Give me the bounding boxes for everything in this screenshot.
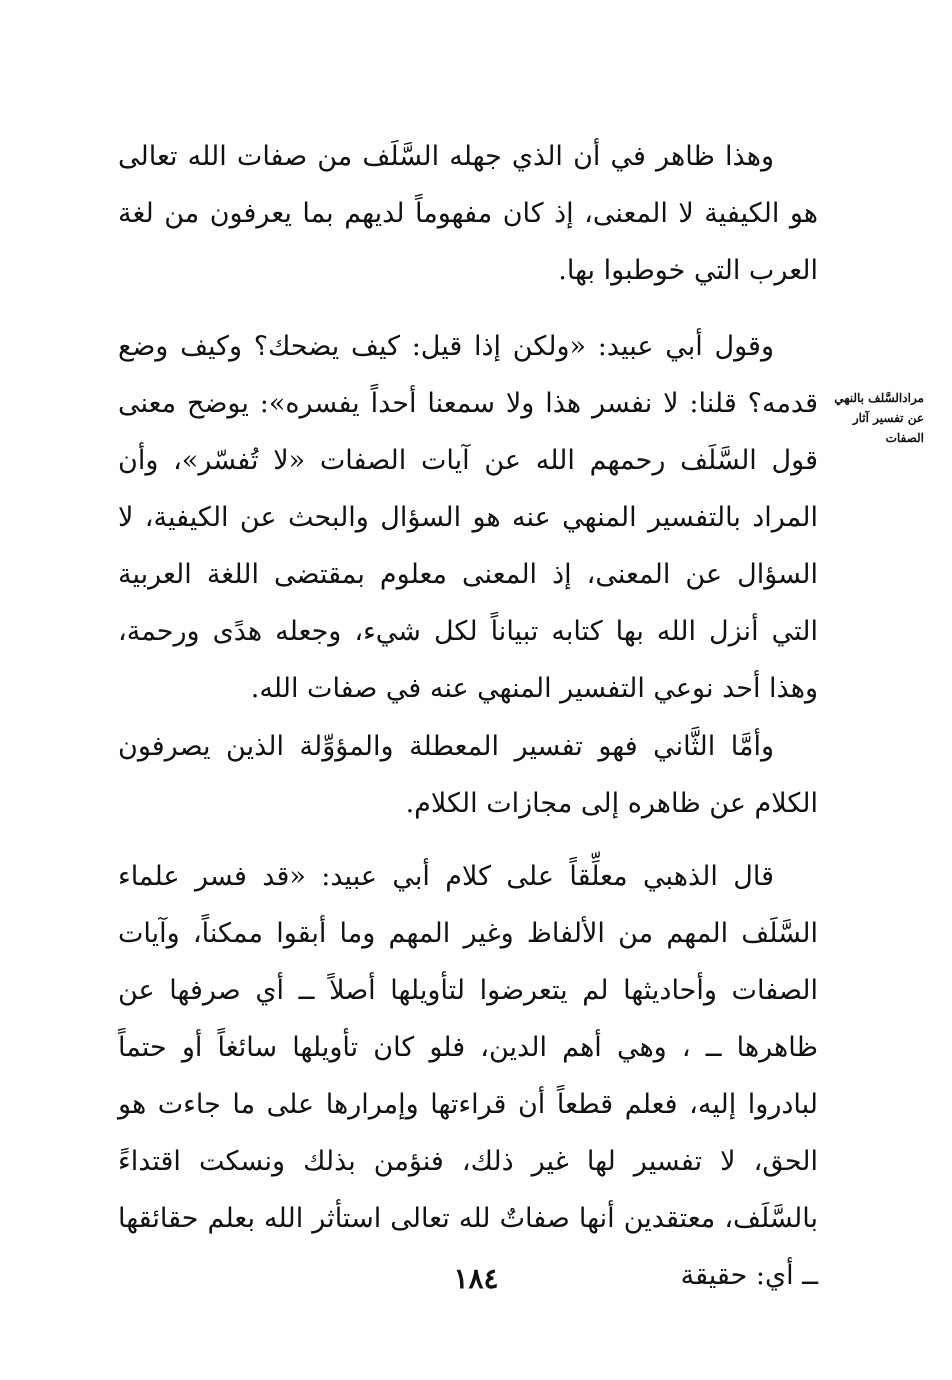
paragraph-text: وقول أبي عبيد: «ولكن إذا قيل: كيف يضحك؟ وكيف وضع قدمه؟ قلنا: لا نفسر هذا ولا سمعنا أحداً يفسره»: يوضح معنى قول السَّلَف رحمهم الله عن آيات الصفات «لا تُفسّر»، وأن المراد بالتفسير المنهي عنه هو السؤال والبحث عن الكيفية، لا السؤال عن المعنى، إذ المعنى معلوم بمقتضى اللغة العربية التي أنزل الله بها كتابه تبياناً لكل شيء، وجعله هدًى ورحمة، وهذا أحد نوعي التفسير المنهي عنه في صفات الله. bbox=[118, 331, 818, 704]
margin-note bbox=[826, 388, 924, 448]
paragraph-text: قال الذهبي معلِّقاً على كلام أبي عبيد: «قد فسر علماء السَّلَف المهم من الألفاظ وغير المهم وما أبقوا ممكناً، وآيات الصفات وأحاديثها لم يتعرضوا لتأويلها أصلاً ــ أي صرفها عن ظاهرها ــ ، وهي أهم الدين، فلو كان تأويلها سائغاً أو حتماً لبادروا إليه، فعلم قطعاً أن قراءتها وإمرارها على ما جاءت هو الحق، لا تفسير لها غير ذلك، فنؤمن بذلك ونسكت اقتداءً بالسَّلَف، معتقدين أنها صفاتٌ لله تعالى استأثر الله بعلم حقائقها ــ أي: حقيقة bbox=[118, 861, 818, 1291]
paragraph-2 bbox=[118, 318, 818, 717]
margin-note-line: مرادالسَّلف بالنهي bbox=[834, 391, 924, 405]
paragraph-text: وهذا ظاهر في أن الذي جهله السَّلَف من صفات الله تعالى هو الكيفية لا المعنى، إذ كان مفهوماً لديهم بما يعرفون من لغة العرب التي خوطبوا بها. bbox=[118, 141, 818, 286]
page-number: ١٨٤ bbox=[453, 1262, 499, 1295]
margin-note-line: الصفات bbox=[885, 431, 924, 445]
paragraph-1 bbox=[118, 128, 818, 299]
paragraph-3 bbox=[118, 718, 818, 832]
paragraph-4 bbox=[118, 848, 818, 1304]
paragraph-text: وأمَّا الثَّاني فهو تفسير المعطلة والمؤوِّلة الذين يصرفون الكلام عن ظاهره إلى مجازات الكلام. bbox=[118, 731, 818, 819]
margin-note-line: عن تفسير آثار bbox=[852, 411, 924, 425]
